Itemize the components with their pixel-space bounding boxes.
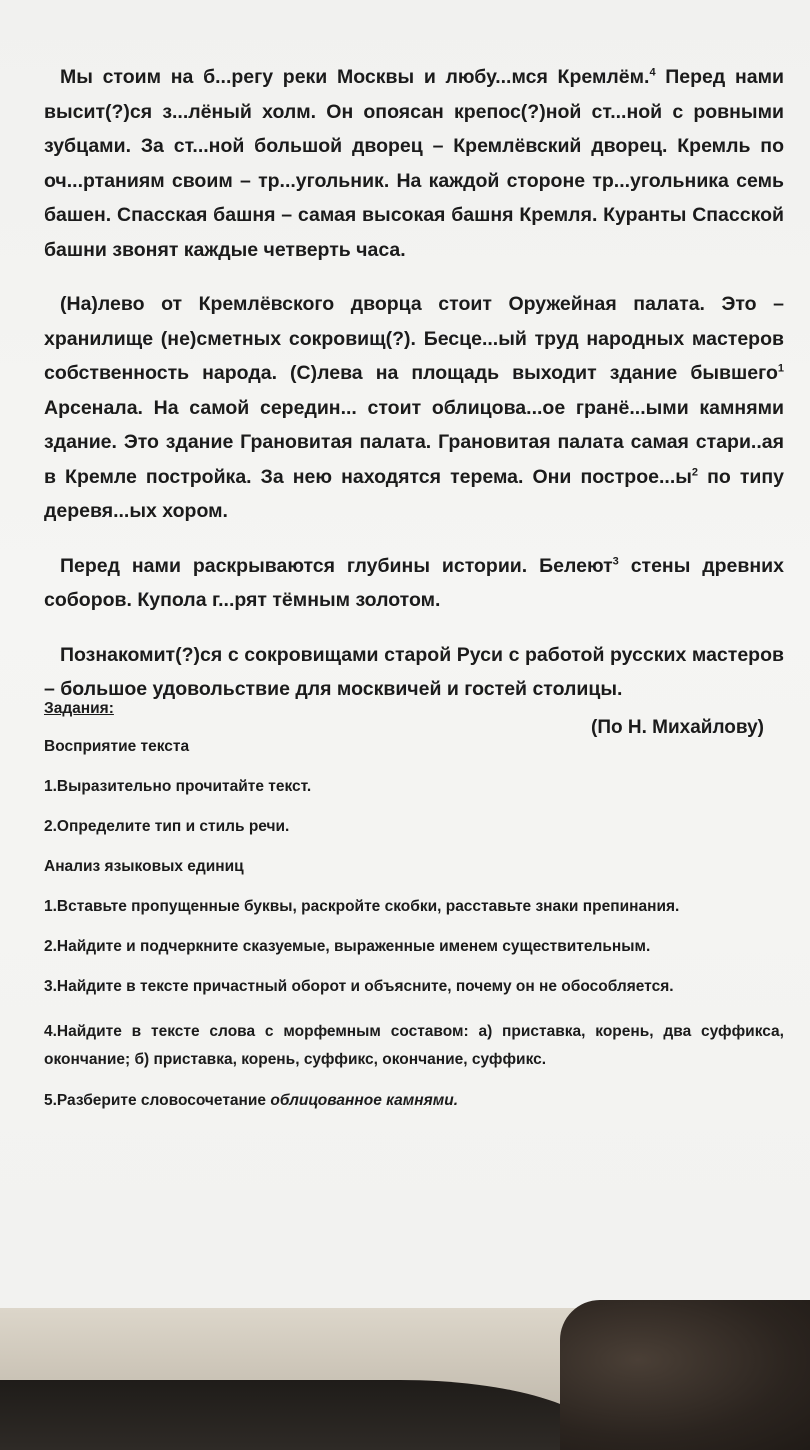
p3-text-b: стены древних соборов. Купола г...рят тёмным золотом. — [44, 554, 784, 611]
task-item-5 — [44, 1092, 784, 1110]
section-analysis-heading: Анализ языковых единиц — [44, 858, 244, 875]
task-item: 2.Найдите и подчеркните сказуемые, выраженные именем существительным. — [44, 938, 651, 955]
p2-text-b: Арсенала. На самой середин... стоит облицова...ое гранё...ыми камнями здание. Это здание Грановитая палата. Грановитая палата самая стари..ая в Кремле постройка. За нею находятся терема. Они построе...ы — [44, 396, 784, 488]
p2-text-a: (На)лево от Кремлёвского дворца стоит Оружейная палата. Это – хранилище (не)сметных сокровищ(?). Бесце...ый труд народных мастеров собственность народа. (С)лева на площадь выходит здание бывшего — [44, 293, 784, 384]
p2-text-c: по типу деревя...ых хором. — [44, 465, 784, 522]
paragraph-4: Познакомит(?)ся с сокровищами старой Руси с работой русских мастеров – большое удовольствие для москвичей и гостей столицы. — [44, 643, 784, 700]
p1-text-b: Перед нами высит(?)ся з...лёный холм. Он опоясан крепос(?)ной ст...ной с ровными зубцами. За ст...ной большой дворец – Кремлёвский дворец. Кремль по оч...ртаниям своим – тр...угольник. На каждой стороне тр...угольника семь башен. Спасская башня – самая высокая башня Кремля. Куранты Спасской башни звонят каждые четверть часа. — [44, 66, 784, 261]
footnote-marker: 1 — [777, 362, 784, 375]
paragraph-1 — [44, 60, 784, 267]
task-5-phrase: облицованное камнями. — [270, 1092, 458, 1109]
task-item: 3.Найдите в тексте причастный оборот и объясните, почему он не обособляется. — [44, 978, 674, 995]
task-5-text: 5.Разберите словосочетание — [44, 1092, 271, 1109]
task-item: 1.Выразительно прочитайте текст. — [44, 778, 312, 795]
footnote-marker: 3 — [612, 555, 619, 567]
paragraph-3 — [44, 549, 784, 618]
task-item: 1.Вставьте пропущенные буквы, раскройте скобки, расставьте знаки препинания. — [44, 898, 680, 915]
p3-text-a: Перед нами раскрываются глубины истории. Белеют — [60, 554, 613, 577]
task-item: 4.Найдите в тексте слова с морфемным составом: а) приставка, корень, два суффикса, окончание; б) приставка, корень, суффикс, окончание, суффикс. — [44, 1023, 784, 1068]
paragraph-2 — [44, 287, 784, 529]
author-attribution: (По Н. Михайлову) — [591, 716, 764, 738]
tasks-section — [44, 700, 784, 1110]
footnote-marker: 2 — [691, 466, 699, 478]
chair-background — [560, 1300, 810, 1450]
main-text — [44, 60, 784, 758]
p1-text-a: Мы стоим на б...регу реки Москвы и любу...мся Кремлём. — [60, 66, 650, 88]
task-item: 2.Определите тип и стиль речи. — [44, 818, 290, 835]
tasks-heading: Задания: — [44, 700, 114, 717]
footnote-marker: 4 — [649, 66, 656, 79]
section-perception-heading: Восприятие текста — [44, 738, 190, 755]
